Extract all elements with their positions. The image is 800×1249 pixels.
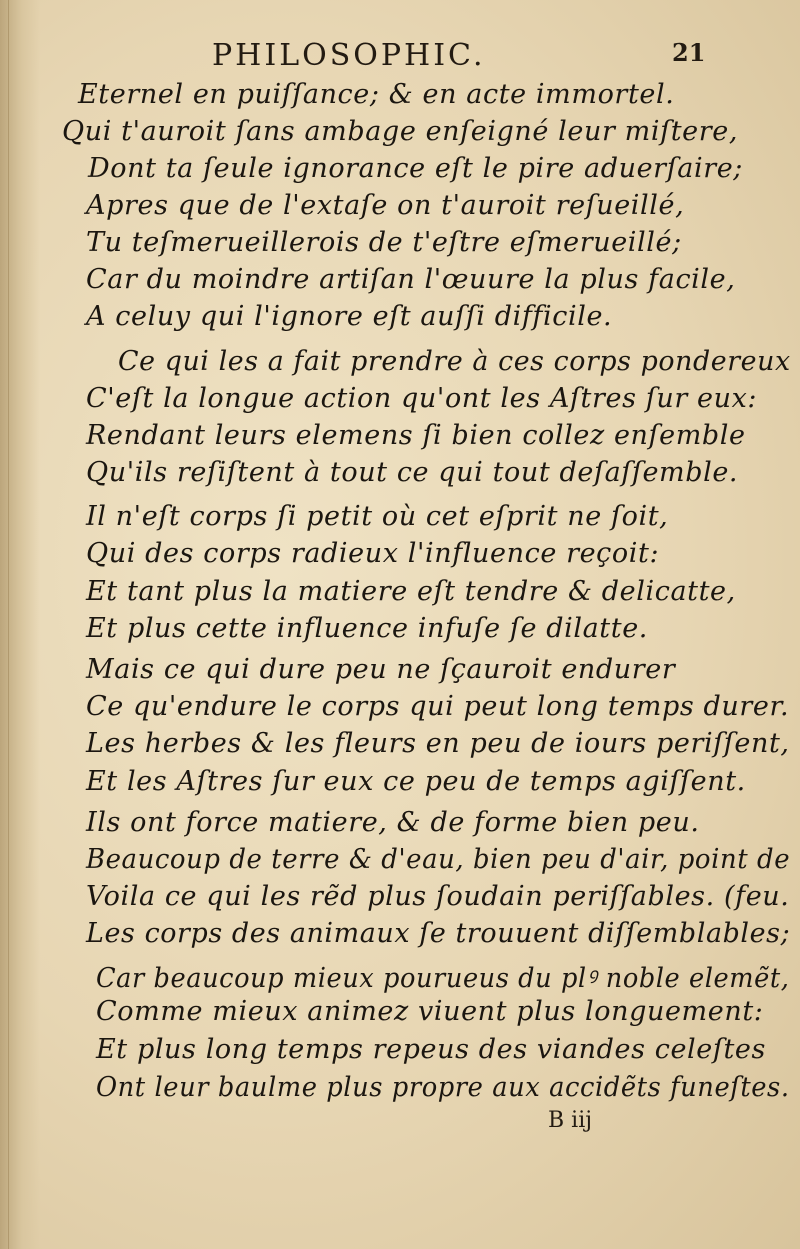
poem-line: Apres que de l'extaſe on t'auroit reſueillé, (86, 190, 685, 221)
poem-line: Ils ont force matiere, & de forme bien peu. (86, 807, 700, 838)
poem-line: Qui t'auroit ſans ambage enſeigné leur miſtere, (62, 116, 739, 147)
poem-line: Car beaucoup mieux pourueus du plꝰ noble elemẽt, (96, 963, 790, 994)
poem-line: Beaucoup de terre & d'eau, bien peu d'air, point de (86, 844, 791, 875)
poem-line: Mais ce qui dure peu ne ſçauroit endurer (86, 654, 676, 685)
poem-line: Qui des corps radieux l'influence reçoit: (86, 538, 660, 569)
poem-line: Car du moindre artiſan l'œuure la plus facile, (86, 264, 736, 295)
poem-line: Et plus long temps repeus des viandes celeſtes (96, 1034, 766, 1065)
page-number: 21 (672, 38, 706, 67)
poem-line: Ont leur baulme plus propre aux accidẽts funeſtes. (96, 1072, 790, 1103)
poem-line: Et plus cette influence infuſe ſe dilatte. (86, 613, 648, 644)
poem-line: C'eſt la longue action qu'ont les Aſtres ſur eux: (86, 383, 758, 414)
poem-line: Rendant leurs elemens ſi bien collez enſemble (86, 420, 746, 451)
poem-line: Qu'ils reſiſtent à tout ce qui tout deſaſſemble. (86, 457, 739, 488)
poem-line: Il n'eſt corps ſi petit où cet eſprit ne ſoit, (86, 501, 669, 532)
poem-line: Et les Aſtres ſur eux ce peu de temps agiſſent. (86, 766, 746, 797)
poem-line: Eternel en puiſſance; & en acte immortel. (78, 79, 675, 110)
poem-line: Dont ta ſeule ignorance eſt le pire aduerſaire; (88, 153, 744, 184)
signature-mark: B iij (548, 1108, 593, 1133)
poem-line: Les corps des animaux ſe trouuent diſſemblables; (86, 918, 791, 949)
poem-line: Et tant plus la matiere eſt tendre & delicatte, (86, 576, 736, 607)
running-head: PHILOSOPHIC. (212, 38, 486, 73)
poem-line: Voila ce qui les rẽd plus ſoudain periſſables. (feu. (86, 881, 790, 912)
poem-line: Tu teſmerueillerois de t'eſtre eſmerueillé; (86, 227, 682, 258)
poem-line: Les herbes & les fleurs en peu de iours periſſent, (86, 728, 790, 759)
poem-line: Ce qui les a fait prendre à ces corps pondereux (118, 346, 791, 377)
poem-line: Ce qu'endure le corps qui peut long temps durer. (86, 691, 790, 722)
poem-line: A celuy qui l'ignore eſt auſſi difficile. (86, 301, 613, 332)
poem-line: Comme mieux animez viuent plus longuement: (96, 996, 764, 1027)
